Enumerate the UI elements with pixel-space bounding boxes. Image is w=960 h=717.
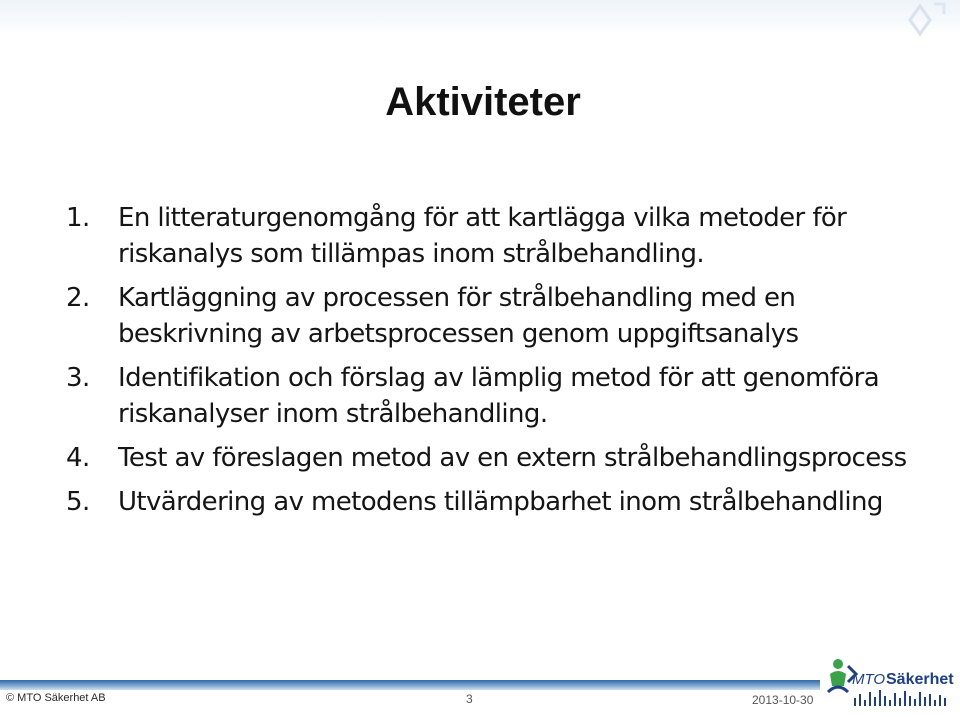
footer-divider: [0, 680, 960, 690]
list-item-number: 2.: [66, 283, 90, 313]
list-item: [66, 280, 926, 352]
footer-company: © MTO Säkerhet AB: [6, 692, 106, 704]
list-item-text: Test av föreslagen metod av en extern strålbehandlingsprocess: [118, 443, 907, 473]
list-item-text: En litteraturgenomgång för att kartlägga vilka metoder för riskanalys som tillämpas inom strålbehandling.: [118, 203, 847, 269]
list-item: [66, 484, 926, 520]
list-item: [66, 360, 926, 432]
logo-bars-icon: [854, 690, 946, 706]
list-item-text: Utvärdering av metodens tillämpbarhet inom strålbehandling: [118, 487, 883, 517]
corner-decoration-icon: [890, 0, 950, 40]
logo-name: Säkerhet: [886, 671, 954, 688]
header-band: [0, 0, 960, 34]
list-item: [66, 440, 926, 476]
slide-title: Aktiviteter: [385, 80, 581, 124]
mto-sakerhet-logo: [826, 652, 956, 708]
activity-list: [66, 200, 926, 528]
list-item-number: 5.: [66, 487, 90, 517]
list-item-number: 3.: [66, 363, 90, 393]
page-number: 3: [466, 692, 473, 706]
list-item-number: 1.: [66, 203, 90, 233]
list-item: [66, 200, 926, 272]
footer-date: 2013-10-30: [752, 693, 814, 707]
list-item-text: Kartläggning av processen för strålbehandling med en beskrivning av arbetsprocessen genom uppgiftsanalys: [118, 283, 799, 349]
list-item-text: Identifikation och förslag av lämplig metod för att genomföra riskanalyser inom strålbehandling.: [118, 363, 880, 429]
logo-prefix: MTO: [852, 671, 886, 688]
list-item-number: 4.: [66, 443, 90, 473]
